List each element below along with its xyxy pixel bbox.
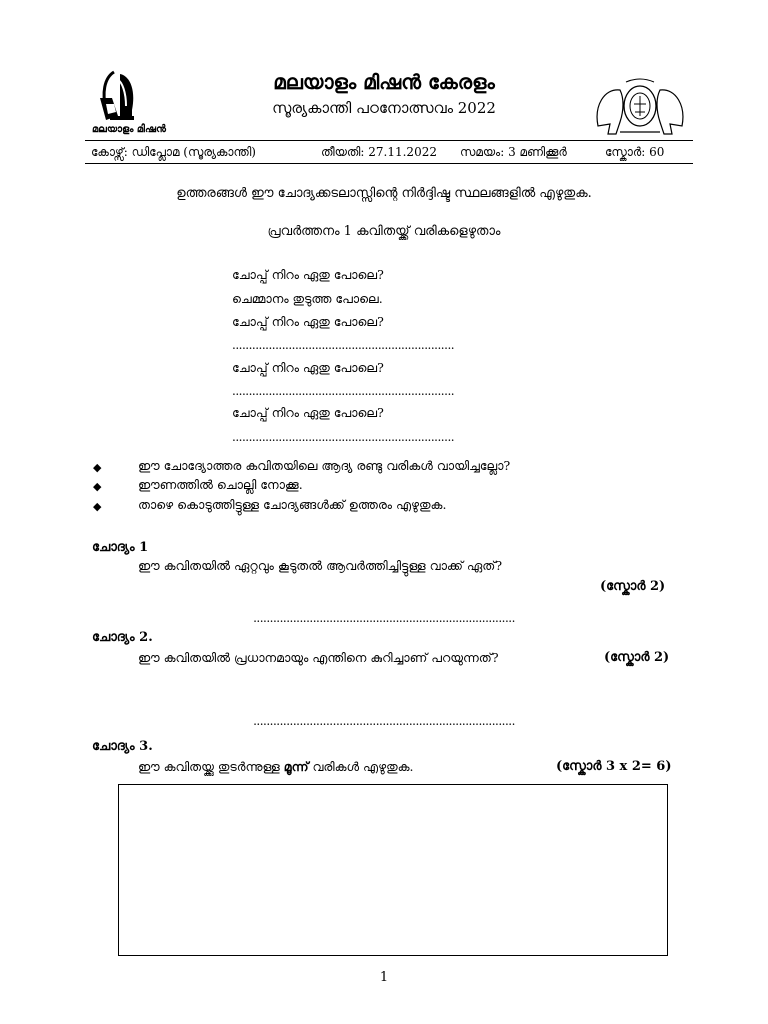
score-info: സ്കോർ: 60 [605,145,665,159]
question-3-text-b: വരികൾ എഴുതുക. [308,759,414,774]
bullet-item: താഴെ കൊടുത്തിട്ടുള്ള ചോദ്യങ്ങൾക്ക് ഉത്തരം എഴുതുക. [138,497,447,512]
poem-line: ചോപ്പ് നിറം ഏതു പോലെ? [232,360,384,375]
time-info: സമയം: 3 മണിക്കൂർ [460,145,567,159]
bullet-icon: ◆ [93,480,102,493]
question-1-score: (സ്കോർ 2) [600,579,666,594]
question-3-text-a: ഈ കവിതയ്ക്കു തുടർന്നുള്ള [138,759,284,774]
question-2-text: ഈ കവിതയിൽ പ്രധാനമായും എന്തിനെ കുറിച്ചാണ് പറയുന്നത്? [138,650,499,665]
logo-caption: മലയാളം മിഷൻ [92,124,166,135]
poem-line: ചോപ്പ് നിറം ഏതു പോലെ? [232,267,384,282]
poem-blank-line[interactable]: ................................................................... [232,384,455,398]
bullet-item: ഈണത്തിൽ ചൊല്ലി നോക്കൂ. [138,477,303,492]
poem-line: ചോപ്പ് നിറം ഏതു പോലെ? [232,405,384,420]
question-3-score: (സ്കോർ 3 x 2= 6) [556,759,672,774]
answer-box[interactable] [118,784,668,956]
bullet-icon: ◆ [93,500,102,513]
page-title: മലയാളം മിഷൻ കേരളം [273,70,495,94]
question-2-label: ചോദ്യം 2. [92,630,153,645]
header-top-rule [85,140,693,141]
bullet-icon: ◆ [93,461,102,474]
question-3-label: ചോദ്യം 3. [92,739,153,754]
question-3-text-bold: മൂന്ന് [283,759,309,774]
activity-heading: പ്രവർത്തനം 1 കവിതയ്ക്ക് വരികളെഴുതാം [267,224,501,239]
question-1-answer-line[interactable]: ............................................................................... [253,611,515,625]
header-bottom-rule [85,163,693,164]
date-info: തീയതി: 27.11.2022 [321,145,437,159]
course-info: കോഴ്സ്: ഡിപ്ലോമ (സൂര്യകാന്തി) [91,145,256,159]
poem-blank-line[interactable]: ................................................................... [232,430,455,444]
poem-blank-line[interactable]: ................................................................... [232,338,455,352]
page-number: 1 [379,970,389,985]
bullet-item: ഈ ചോദ്യോത്തര കവിതയിലെ ആദ്യ രണ്ടു വരികൾ വായിച്ചല്ലോ? [138,458,511,473]
page-subtitle: സൂര്യകാന്തി പഠനോത്സവം 2022 [272,99,496,117]
instruction-text: ഉത്തരങ്ങൾ ഈ ചോദ്യക്കടലാസ്സിന്റെ നിർദ്ദിഷ്ട സ്ഥലങ്ങളിൽ എഴുതുക. [176,186,592,201]
poem-line: ചെമ്മാനം തുടുത്ത പോലെ. [232,291,383,306]
question-3-text [138,759,413,775]
question-1-text: ഈ കവിതയിൽ ഏറ്റവും കൂടുതൽ ആവർത്തിച്ചിട്ടുള്ള വാക്ക് ഏത്? [138,558,503,573]
poem-line: ചോപ്പ് നിറം ഏതു പോലെ? [232,314,384,329]
question-1-label: ചോദ്യം 1 [92,540,149,555]
question-2-answer-line[interactable]: ............................................................................... [253,714,515,728]
question-2-score: (സ്കോർ 2) [604,650,670,665]
kerala-emblem-icon [590,76,690,138]
